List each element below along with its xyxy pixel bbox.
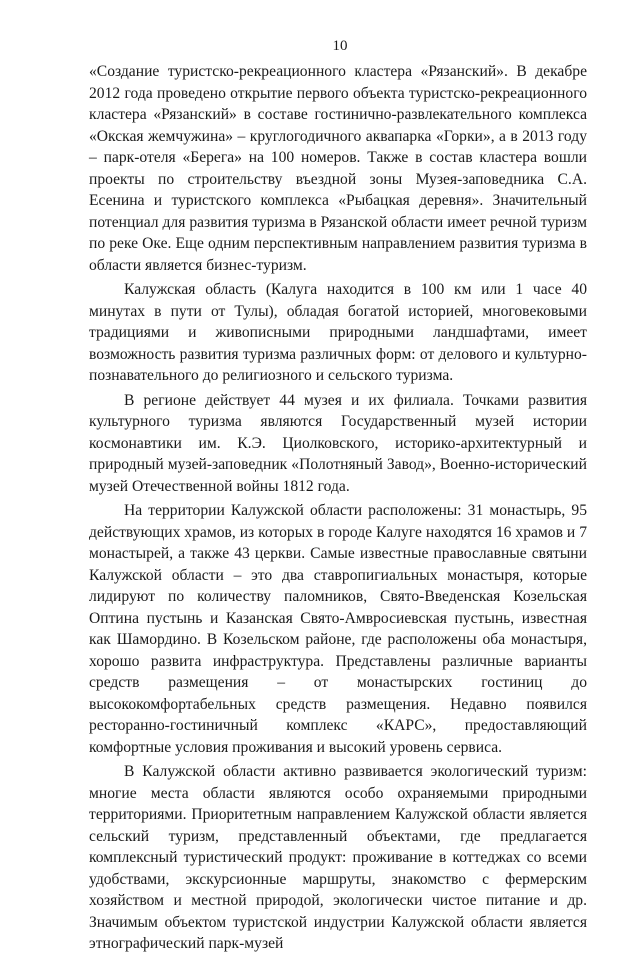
- paragraph-kaluga-region: Калужская область (Калуга находится в 100 км или 1 часе 40 минутах в пути от Тулы), обладая богатой историей, многовековыми традициями и живописными природными ландшафтами, имеет возможность развития туризма различных форм: от делового и культурно-познавательного до религиозного и сельского туризма.: [89, 281, 587, 384]
- paragraph-museums: В регионе действует 44 музея и их филиала. Точками развития культурного туризма являются Государственный музей истории космонавтики им. К.Э. Циолковского, историко-архитектурный и природный музей-заповедник «Полотняный Завод», Военно-исторический музей Отечественной войны 1812 года.: [89, 391, 587, 495]
- paragraph-eco-tourism: В Калужской области активно развивается экологический туризм: многие места области являются особо охраняемыми природными территориями. Приоритетным направлением Калужской области является сельский туризм, представленный объектами, где предлагается комплексный туристический продукт: проживание в коттеджах со всеми удобствами, экскурсионные маршруты, знакомство с фермерским хозяйством и местной природой, экологически чистое питание и др. Значимым объектом туристской индустрии Калужской области является этнографический парк-музей: [89, 763, 587, 952]
- paragraph-ryazan-cluster: «Создание туристско-рекреационного кластера «Рязанский». В декабре 2012 года проведено открытие первого объекта туристско-рекреационного кластера «Рязанский» в составе гостинично-развлекательного комплекса «Окская жемчужина» – круглогодичного аквапарка «Горки», а в 2013 году – парк-отеля «Берега» на 100 номеров. Также в состав кластера вошли проекты по строительству въездной зоны Музея-заповедника С.А. Есенина и туристского комплекса «Рыбацкая деревня». Значительный потенциал для развития туризма в Рязанской области имеет речной туризм по реке Оке. Еще одним перспективным направлением развития туризма в области является бизнес-туризм.: [89, 63, 587, 274]
- body-text: [89, 61, 587, 955]
- paragraph-monasteries: На территории Калужской области расположены: 31 монастырь, 95 действующих храмов, из которых в городе Калуге находятся 16 храмов и 7 монастырей, а также 43 церкви. Самые известные православные святыни Калужской области – это два ставропигиальных монастыря, которые лидируют по количеству паломников, Свято-Введенская Козельская Оптина пустынь и Казанская Свято-Амвросиевская пустынь, известная как Шамордино. В Козельском районе, где расположены оба монастыря, хорошо развита инфраструктура. Представлены различные варианты средств размещения – от монастырских гостиниц до высококомфортабельных средств размещения. Недавно появился ресторанно-гостиничный комплекс «КАРС», предоставляющий комфортные условия проживания и высокий уровень сервиса.: [89, 502, 587, 756]
- page-number: 10: [332, 38, 348, 54]
